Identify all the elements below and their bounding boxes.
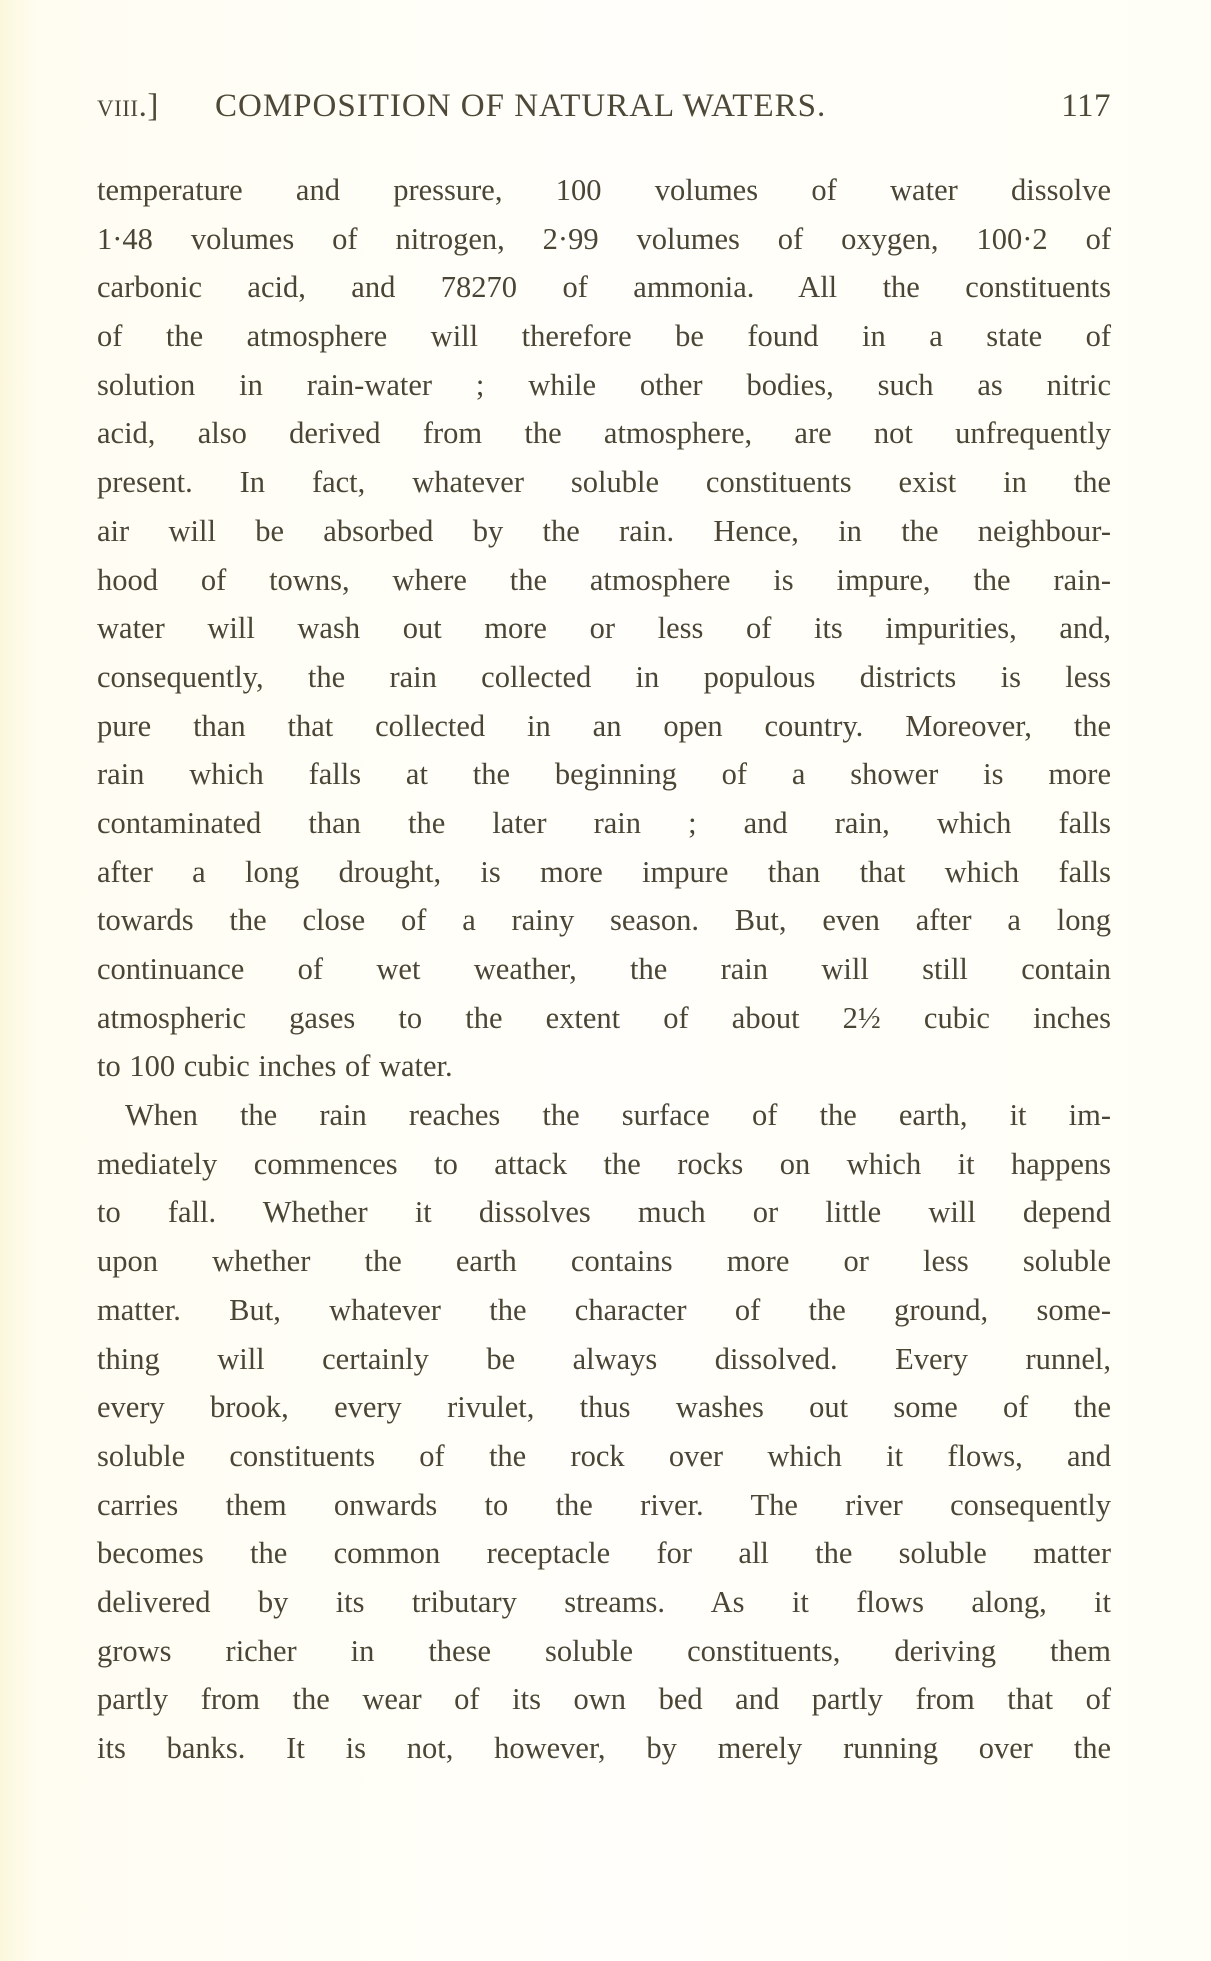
text-line: of the atmosphere will therefore be found in a state of <box>97 319 1111 354</box>
text-line: solution in rain-water ; while other bodies, such as nitric <box>97 367 1111 402</box>
text-line: water will wash out more or less of its impurities, and, <box>97 611 1111 646</box>
text-line: upon whether the earth contains more or less soluble <box>97 1244 1111 1279</box>
text-line: thing will certainly be always dissolved. Every runnel, <box>97 1341 1111 1376</box>
text-line: soluble constituents of the rock over which it flows, and <box>97 1438 1111 1473</box>
text-line: towards the close of a rainy season. But, even after a long <box>97 903 1111 938</box>
text-line: becomes the common receptacle for all the soluble matter <box>97 1536 1111 1571</box>
text-line: consequently, the rain collected in populous districts is less <box>97 659 1111 694</box>
text-line: every brook, every rivulet, thus washes out some of the <box>97 1390 1111 1425</box>
paragraph-end-line: to 100 cubic inches of water. <box>97 1049 453 1084</box>
text-line: grows richer in these soluble constituents, deriving them <box>97 1633 1111 1668</box>
text-line: atmospheric gases to the extent of about 2½ cubic inches <box>97 1000 1111 1035</box>
text-line: carbonic acid, and 78270 of ammonia. All the constituents <box>97 270 1111 305</box>
text-line: to fall. Whether it dissolves much or little will depend <box>97 1195 1111 1230</box>
text-line: rain which falls at the beginning of a shower is more <box>97 757 1111 792</box>
running-head <box>97 88 1111 132</box>
text-line: 1·48 volumes of nitrogen, 2·99 volumes of oxygen, 100·2 of <box>97 221 1111 256</box>
chapter-marker: viii.] <box>97 88 159 124</box>
text-line: present. In fact, whatever soluble constituents exist in the <box>97 465 1111 500</box>
running-title: COMPOSITION OF NATURAL WATERS. <box>215 88 827 124</box>
text-line: delivered by its tributary streams. As it flows along, it <box>97 1584 1111 1619</box>
text-line: acid, also derived from the atmosphere, are not unfrequently <box>97 416 1111 451</box>
text-line: continuance of wet weather, the rain will still contain <box>97 952 1111 986</box>
text-line: matter. But, whatever the character of the ground, some- <box>97 1292 1111 1327</box>
text-line: pure than that collected in an open country. Moreover, the <box>97 708 1111 743</box>
text-line: temperature and pressure, 100 volumes of water dissolve <box>97 173 1111 207</box>
page-number: 117 <box>1061 88 1111 124</box>
body-text <box>97 166 1111 1773</box>
text-line: its banks. It is not, however, by merely running over the <box>97 1731 1111 1765</box>
text-line: hood of towns, where the atmosphere is impure, the rain- <box>97 562 1111 597</box>
text-line: after a long drought, is more impure than that which falls <box>97 854 1111 889</box>
text-line: mediately commences to attack the rocks on which it happens <box>97 1146 1111 1181</box>
text-line: carries them onwards to the river. The river consequently <box>97 1487 1111 1522</box>
text-line: air will be absorbed by the rain. Hence, in the neighbour- <box>97 513 1111 548</box>
text-line: partly from the wear of its own bed and partly from that of <box>97 1682 1111 1717</box>
text-line: contaminated than the later rain ; and rain, which falls <box>97 805 1111 840</box>
paragraph-start-line: When the rain reaches the surface of the earth, it im- <box>125 1098 1111 1133</box>
